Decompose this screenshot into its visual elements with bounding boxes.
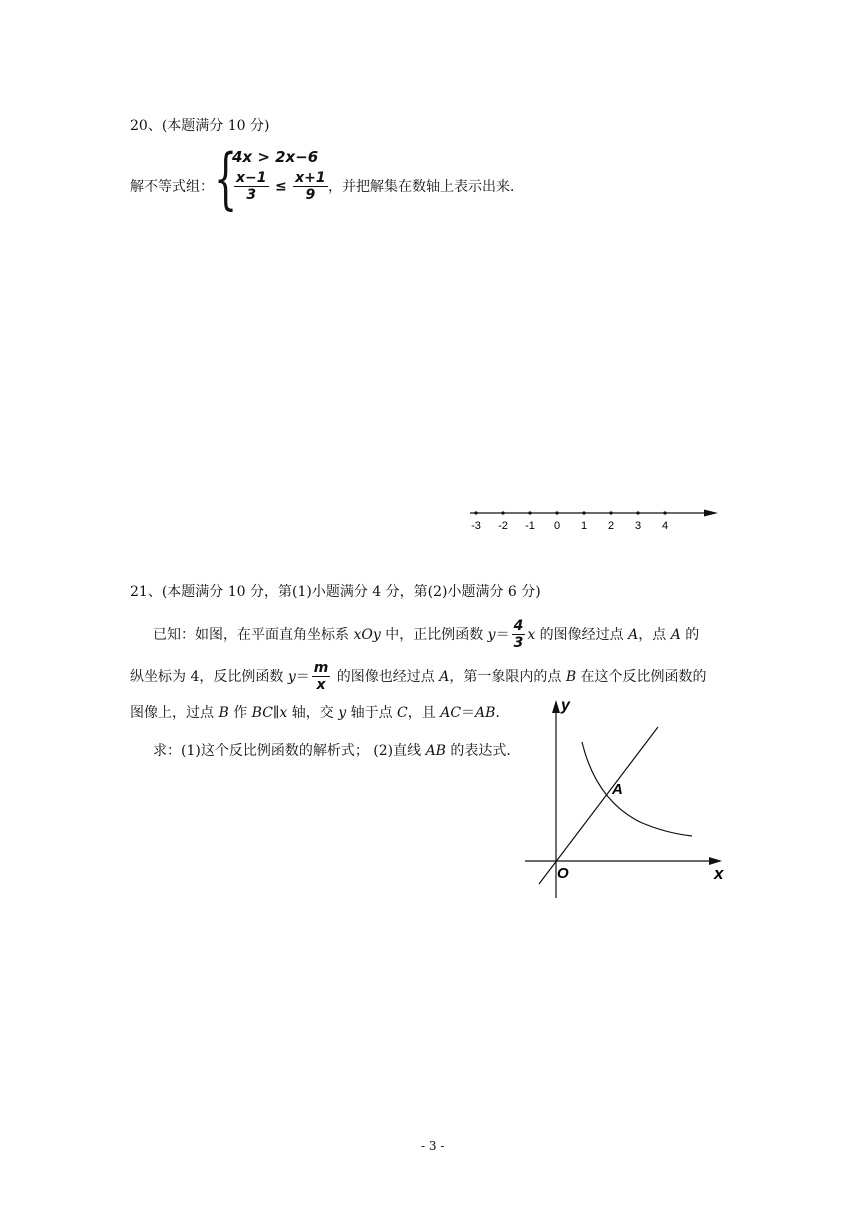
y-axis-arrow-icon xyxy=(552,700,560,713)
number-line-tick xyxy=(555,511,558,514)
fraction-m-x: $\frac{m}{x}$ xyxy=(313,660,329,693)
fraction-1: $\frac{x-1}{3}$ xyxy=(236,170,267,203)
number-line-tick xyxy=(528,511,531,514)
q21-heading: 21、(本题满分 10 分，第(1)小题满分 4 分，第(2)小题满分 6 分) xyxy=(130,584,541,600)
number-line xyxy=(460,500,730,540)
number-line-tick-label: -3 xyxy=(471,520,481,532)
number-line-tick xyxy=(636,511,639,514)
number-line-tick xyxy=(663,511,666,514)
number-line-tick-label: 2 xyxy=(607,520,615,532)
coordinate-figure xyxy=(520,690,740,905)
q21-line-3: 图像上，过点 B 作 BC∥x 轴，交 y 轴于点 C，且 AC＝AB． xyxy=(130,705,510,721)
number-line-tick-label: 0 xyxy=(553,520,561,532)
inequality-system xyxy=(232,146,330,203)
number-line-tick xyxy=(582,511,585,514)
le-sign: ≤ xyxy=(274,178,287,195)
q21-line-1: 已知：如图，在平面直角坐标系 xOy 中，正比例函数 y＝ $\frac{4}{3}$ x 的图像经过点 A，点 A 的 xyxy=(153,618,700,651)
q20-heading: 20、(本题满分 10 分) xyxy=(130,118,270,134)
q21-line-2: 纵坐标为 4，反比例函数 y＝ $\frac{m}{x}$ 的图像也经过点 A，第一象限内的点 B 在这个反比例函数的 xyxy=(130,660,707,693)
fraction-4-3: $\frac{4}{3}$ xyxy=(513,618,524,651)
number-line-tick xyxy=(609,511,612,514)
inequality-1: 4x > 2x−6 xyxy=(232,148,319,166)
number-line-tick-label: 1 xyxy=(580,520,588,532)
brace-icon: { xyxy=(214,140,238,217)
label-x: x xyxy=(714,864,724,883)
fraction-2: $\frac{x+1}{9}$ xyxy=(295,170,326,203)
number-line-tick xyxy=(474,511,477,514)
q21-line-4: 求：(1)这个反比例函数的解析式； (2)直线 AB 的表达式． xyxy=(153,743,521,759)
q20-suffix: ，并把解集在数轴上表示出来． xyxy=(328,179,524,195)
inequality-2 xyxy=(232,170,330,203)
number-line-tick-label: 4 xyxy=(661,520,669,532)
number-line-arrow-icon xyxy=(704,510,718,517)
number-line-tick-label: 3 xyxy=(634,520,642,532)
page-number: - 3 - xyxy=(421,1139,445,1153)
number-line-tick-label: -1 xyxy=(525,520,535,532)
number-line-tick xyxy=(501,511,504,514)
q20-prefix: 解不等式组： xyxy=(130,179,214,195)
label-o: O xyxy=(557,865,569,882)
number-line-tick-label: -2 xyxy=(498,520,508,532)
inverse-curve xyxy=(582,742,692,836)
label-a: A xyxy=(612,781,623,798)
label-y: y xyxy=(561,697,570,714)
